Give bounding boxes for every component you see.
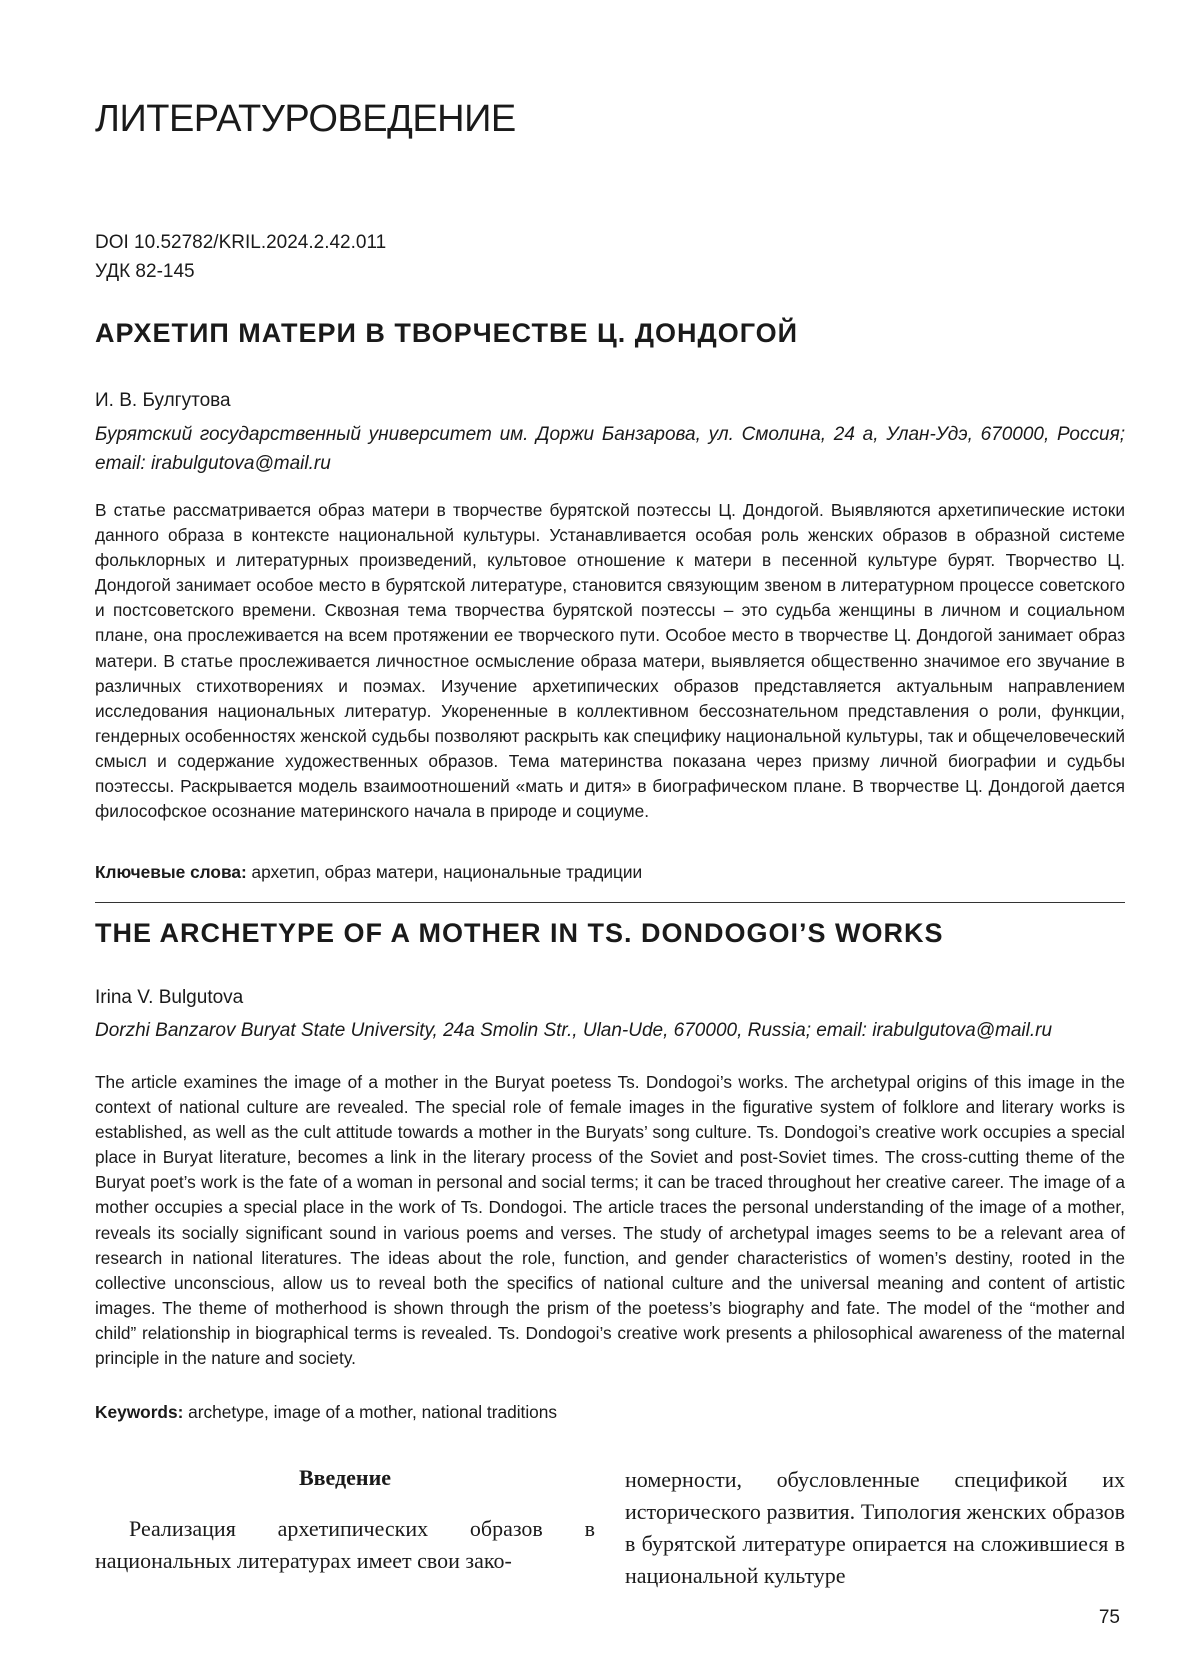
body-column-left xyxy=(95,1462,595,1577)
udk-line: УДК 82-145 xyxy=(95,261,195,282)
keywords-label-ru: Ключевые слова: xyxy=(95,862,247,882)
keywords-list-en: archetype, image of a mother, national traditions xyxy=(183,1402,558,1422)
section-heading: ЛИТЕРАТУРОВЕДЕНИЕ xyxy=(95,98,516,140)
abstract-en: The article examines the image of a mother in the Buryat poetess Ts. Dondogoi’s works. The archetypal origins of this image in the context of national culture are revealed. The special role of female images in the figurative system of folklore and literary works is established, as well as the cult attitude towards a mother in the Buryats’ song culture. Ts. Dondogoi’s creative work occupies a special place in Buryat literature, becomes a link in the literary process of the Soviet and post-Soviet times. The cross-cutting theme of the Buryat poet’s work is the fate of a woman in personal and social terms; it can be traced throughout her creative career. The image of a mother occupies a special place in the work of Ts. Dondogoi. The article traces the personal understanding of the image of a mother, reveals its socially significant sound in various poems and verses. The study of archetypal images seems to be a relevant area of research in national literatures. The ideas about the role, function, and gender characteristics of women’s destiny, rooted in the collective unconscious, allow us to reveal both the specifics of national culture and the universal meaning and content of artistic images. The theme of motherhood is shown through the prism of the poetess’s biography and fate. The model of the “mother and child” relationship in biographical terms is revealed. Ts. Dondogoi’s creative work presents a philosophical awareness of the maternal principle in the nature and society. xyxy=(95,1072,1125,1369)
keywords-list-ru: архетип, образ матери, национальные традиции xyxy=(246,862,643,882)
intro-paragraph-start: Реализация архетипических образов в национальных литературах имеет свои зако- xyxy=(95,1516,595,1573)
keywords-label-en: Keywords: xyxy=(95,1402,184,1422)
affiliation-en: Dorzhi Banzarov Buryat State University, 24a Smolin Str., Ulan-Ude, 670000, Russia; email: irabulgutova@mail.ru xyxy=(95,1020,1053,1041)
article-title-en: THE ARCHETYPE OF A MOTHER IN TS. DONDOGOI’S WORKS xyxy=(95,918,944,948)
article-title-ru: АРХЕТИП МАТЕРИ В ТВОРЧЕСТВЕ Ц. ДОНДОГОЙ xyxy=(95,318,799,348)
keywords-en xyxy=(95,1402,557,1423)
intro-paragraph-continued: номерности, обусловленные спецификой их исторического развития. Типология женских образов в бурятской литературе опирается на сложившиеся в национальной культуре xyxy=(625,1467,1125,1588)
author-en: Irina V. Bulgutova xyxy=(95,987,244,1008)
doi-line: DOI 10.52782/KRIL.2024.2.42.011 xyxy=(95,232,387,253)
keywords-ru xyxy=(95,862,642,883)
body-column-right xyxy=(625,1464,1125,1592)
intro-heading: Введение xyxy=(298,1465,392,1490)
page-number: 75 xyxy=(1098,1607,1120,1628)
article-identifiers xyxy=(95,228,386,286)
abstract-ru: В статье рассматривается образ матери в творчестве бурятской поэтессы Ц. Дондогой. Выявляются архетипические истоки данного образа в контексте национальной культуры. Устанавливается особая роль женских образов в образной системе фольклорных и литературных произведений, культовое отношение к матери в песенной культуре бурят. Творчество Ц. Дондогой занимает особое место в бурятской литературе, становится связующим звеном в литературном процессе советского и постсоветского времени. Сквозная тема творчества бурятской поэтессы – это судьба женщины в личном и социальном плане, она прослеживается на всем протяжении ее творческого пути. Особое место в творчестве Ц. Дондогой занимает образ матери. В статье прослеживается личностное осмысление образа матери, выявляется общественно значимое его звучание в различных стихотворениях и поэмах. Изучение архетипических образов представляется актуальным направлением исследования национальных литератур. Укорененные в коллективном бессознательном представления о роли, функции, гендерных особенностях женской судьбы позволяют раскрыть как специфику национальной культуры, так и общечеловеческий смысл и содержание художественных образов. Тема материнства показана через призму личной биографии и судьбы поэтессы. Раскрывается модель взаимоотношений «мать и дитя» в биографическом плане. В творчестве Ц. Дондогой дается философское осознание материнского начала в природе и социуме. xyxy=(95,500,1125,822)
affiliation-ru: Бурятский государственный университет им. Доржи Банзарова, ул. Смолина, 24 а, Улан-Удэ, 670000, Россия; email: irabulgutova@mail.ru xyxy=(95,424,1125,474)
journal-page xyxy=(95,0,1125,1680)
author-ru: И. В. Булгутова xyxy=(95,390,231,411)
section-divider xyxy=(95,902,1125,903)
